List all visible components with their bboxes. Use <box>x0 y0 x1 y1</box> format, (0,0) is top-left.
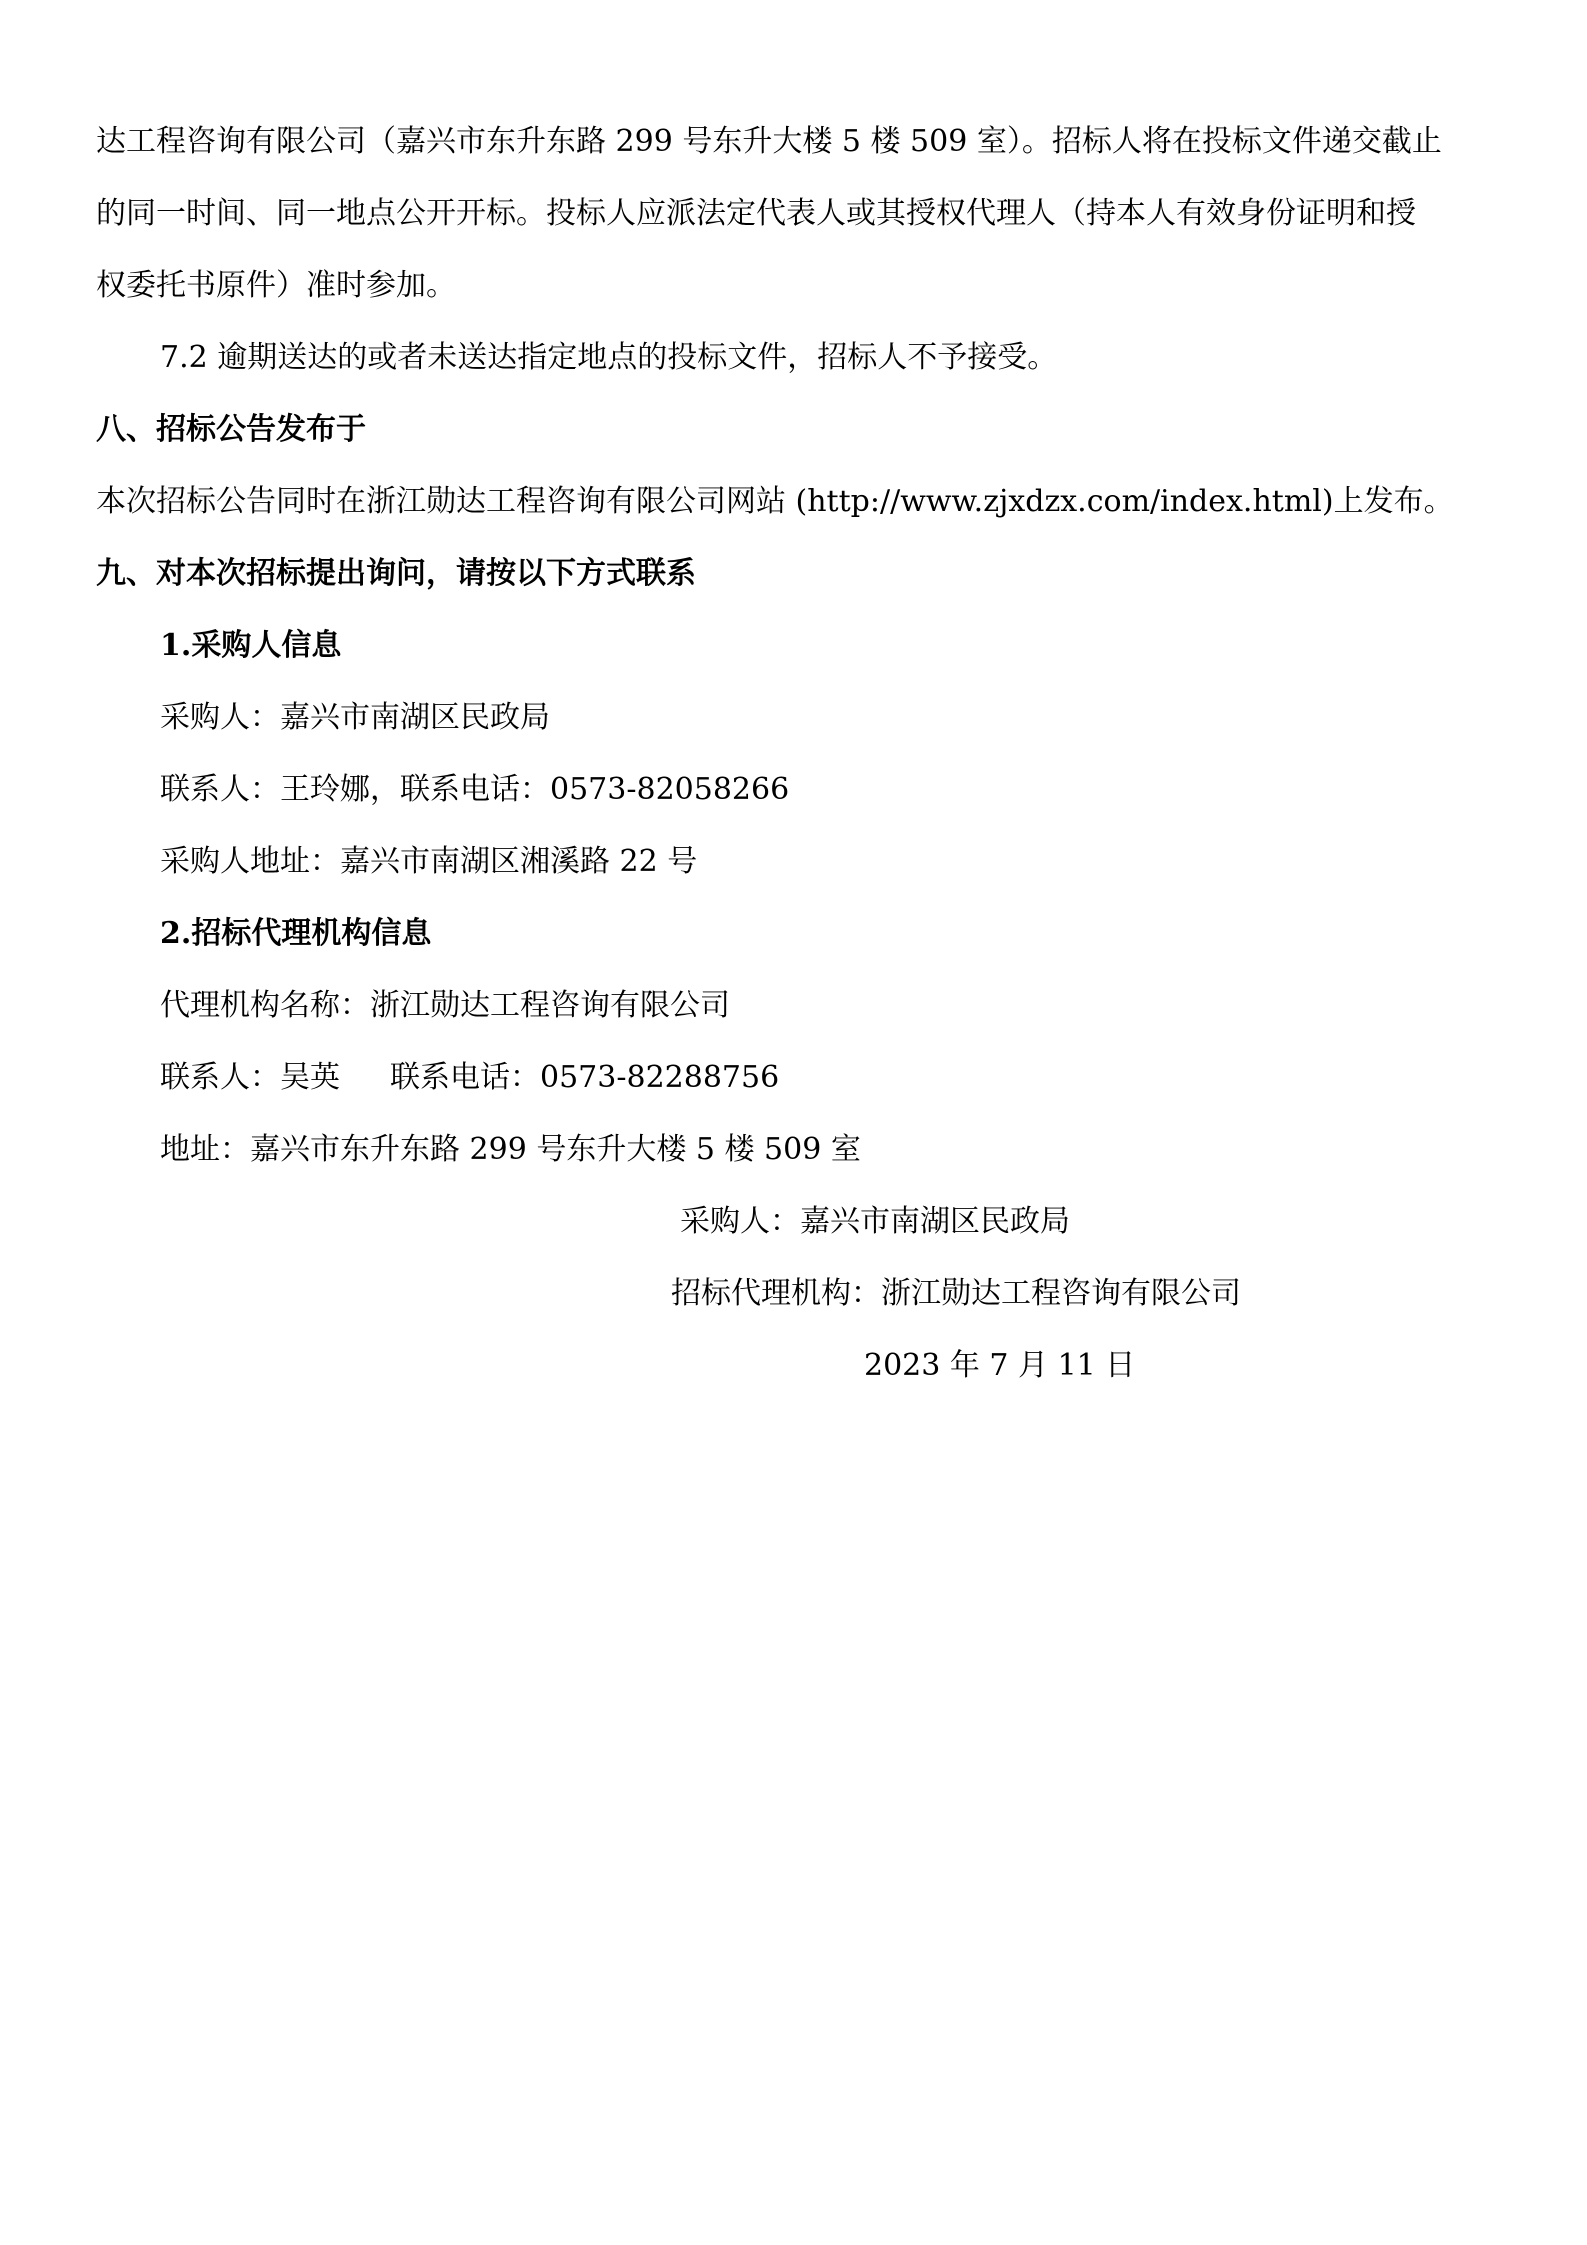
agency-contact <box>160 1060 779 1096</box>
signature-agency: 招标代理机构：浙江勋达工程咨询有限公司 <box>671 1276 1241 1311</box>
section-8-text: 本次招标公告同时在浙江勋达工程咨询有限公司网站 (http://www.zjxdzx.com/index.html)上发布。 <box>96 484 1454 519</box>
section-8-heading: 八、招标公告发布于 <box>96 412 366 447</box>
agency-info-heading: 2.招标代理机构信息 <box>160 916 432 951</box>
purchaser-name: 采购人：嘉兴市南湖区民政局 <box>160 700 550 735</box>
agency-contact-person: 联系人：吴英 <box>160 1060 340 1095</box>
paragraph-line-2: 的同一时间、同一地点公开开标。投标人应派法定代表人或其授权代理人（持本人有效身份证明和授 <box>96 196 1416 231</box>
purchaser-contact: 联系人：王玲娜，联系电话：0573-82058266 <box>160 772 790 807</box>
paragraph-line-3: 权委托书原件）准时参加。 <box>96 268 456 303</box>
section-9-heading: 九、对本次招标提出询问，请按以下方式联系 <box>96 556 696 591</box>
agency-contact-phone: 联系电话：0573-82288756 <box>390 1060 780 1095</box>
item-7-2: 7.2 逾期送达的或者未送达指定地点的投标文件，招标人不予接受。 <box>160 340 1058 375</box>
purchaser-address: 采购人地址：嘉兴市南湖区湘溪路 22 号 <box>160 844 698 879</box>
agency-name: 代理机构名称：浙江勋达工程咨询有限公司 <box>160 988 730 1023</box>
signature-date: 2023 年 7 月 11 日 <box>864 1348 1136 1383</box>
paragraph-line-1: 达工程咨询有限公司（嘉兴市东升东路 299 号东升大楼 5 楼 509 室）。招标人将在投标文件递交截止 <box>96 124 1442 159</box>
agency-address: 地址：嘉兴市东升东路 299 号东升大楼 5 楼 509 室 <box>160 1132 861 1167</box>
purchaser-info-heading: 1.采购人信息 <box>160 628 342 663</box>
signature-purchaser: 采购人：嘉兴市南湖区民政局 <box>680 1204 1070 1239</box>
